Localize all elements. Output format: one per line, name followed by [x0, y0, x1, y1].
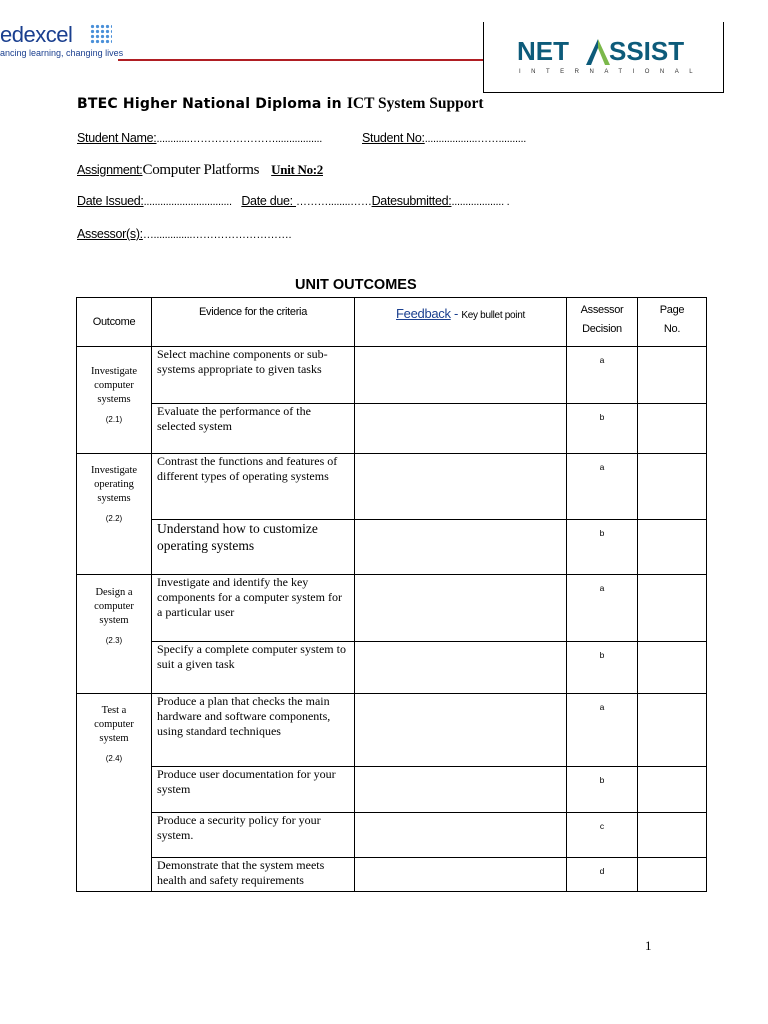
evidence-cell: Specify a complete computer system to suit a given task: [152, 642, 355, 694]
netassist-logo: [517, 36, 704, 76]
outcome-line: Investigate: [90, 465, 138, 476]
header-evidence: Evidence for the criteria: [152, 298, 355, 347]
student-name-field: ............…………………….................: [156, 133, 323, 145]
netassist-subtitle: INTERNATIONAL: [519, 69, 704, 75]
table-row: [77, 694, 707, 767]
evidence-cell: Produce a plan that checks the main hardware and software components, using standard techniques: [152, 694, 355, 767]
date-submitted-field: ................... .: [451, 196, 510, 208]
outcome-line: systems: [97, 394, 131, 405]
page-no-cell[interactable]: [638, 520, 707, 575]
feedback-cell[interactable]: [355, 347, 567, 404]
header-feedback: [355, 298, 567, 347]
edexcel-dot-grid-icon: [90, 24, 112, 44]
document-title: [77, 95, 484, 113]
assignment-value: Computer Platforms: [142, 162, 260, 178]
student-no-field: ...................……..........: [424, 133, 527, 145]
header-decision: Decision: [582, 323, 622, 335]
page-no-cell[interactable]: [638, 347, 707, 404]
outcome-line: Design a: [95, 587, 133, 598]
assignment-line: [77, 162, 323, 179]
header-assessor-decision: [567, 298, 638, 347]
assessor-decision-cell: a: [567, 694, 638, 767]
unit-number: Unit No:2: [271, 162, 323, 177]
page-no-cell[interactable]: [638, 454, 707, 520]
outcome-cell: [77, 694, 152, 892]
assessor-decision-cell: b: [567, 642, 638, 694]
student-no-label: Student No:: [362, 131, 425, 145]
section-title: UNIT OUTCOMES: [295, 277, 417, 293]
table-row: [77, 404, 707, 454]
outcome-line: computer: [94, 719, 134, 730]
assessor-decision-cell: d: [567, 858, 638, 892]
assessor-decision-cell: b: [567, 520, 638, 575]
assessor-decision-cell: b: [567, 404, 638, 454]
page-no-cell[interactable]: [638, 575, 707, 642]
table-row: [77, 813, 707, 858]
assignment-label: Assignment:: [77, 163, 143, 177]
page-no-cell[interactable]: [638, 858, 707, 892]
table-header-row: [77, 298, 707, 347]
dates-line: [77, 194, 509, 208]
netassist-word-right: SSIST: [609, 36, 685, 66]
student-no-line: [362, 131, 526, 145]
evidence-cell: Produce user documentation for your system: [152, 767, 355, 813]
title-programme: ICT System Support: [346, 95, 484, 112]
table-row: [77, 520, 707, 575]
evidence-cell: Understand how to customize operating systems: [152, 520, 355, 575]
edexcel-tagline: ancing learning, changing lives: [0, 48, 124, 58]
page-no-cell[interactable]: [638, 642, 707, 694]
evidence-cell: Contrast the functions and features of different types of operating systems: [152, 454, 355, 520]
student-name-line: [77, 131, 322, 145]
header-assessor: Assessor: [580, 304, 624, 316]
outcome-cell: [77, 454, 152, 575]
assessor-decision-cell: b: [567, 767, 638, 813]
header-no: No.: [663, 323, 681, 335]
date-due-field: ………........……: [296, 196, 372, 208]
table-row: [77, 454, 707, 520]
edexcel-wordmark: edexcel: [0, 22, 73, 47]
assessor-line: [77, 227, 291, 241]
table-row: [77, 858, 707, 892]
outcome-cell: [77, 575, 152, 694]
header-feedback-separator: -: [450, 306, 462, 321]
student-name-label: Student Name:: [77, 131, 157, 145]
table-row: [77, 575, 707, 642]
title-qualification: BTEC Higher National Diploma in: [77, 96, 347, 112]
feedback-cell[interactable]: [355, 767, 567, 813]
header-page-no: [638, 298, 707, 347]
assessor-label: Assessor(s):: [77, 227, 143, 241]
outcome-line: system: [99, 733, 129, 744]
date-submitted-label: Datesubmitted:: [371, 194, 452, 208]
outcome-number: (2.3): [105, 636, 123, 645]
evidence-cell: Evaluate the performance of the selected system: [152, 404, 355, 454]
page-no-cell[interactable]: [638, 694, 707, 767]
feedback-cell[interactable]: [355, 454, 567, 520]
date-issued-field: ................................: [143, 196, 232, 208]
header-outcome: Outcome: [77, 298, 152, 347]
feedback-cell[interactable]: [355, 520, 567, 575]
outcome-line: computer: [94, 601, 134, 612]
header-page: Page: [659, 304, 685, 316]
outcome-line: Test a: [101, 705, 127, 716]
evidence-cell: Produce a security policy for your system.: [152, 813, 355, 858]
outcome-line: systems: [97, 493, 131, 504]
assessor-field: …..............……………………….: [142, 229, 292, 241]
outcome-number: (2.1): [105, 415, 123, 424]
date-issued-label: Date Issued:: [77, 194, 144, 208]
outcome-cell: [77, 347, 152, 454]
evidence-cell: Investigate and identify the key components for a computer system for a particular user: [152, 575, 355, 642]
assessor-decision-cell: a: [567, 575, 638, 642]
netassist-word-left: NET: [517, 36, 569, 66]
evidence-cell: Demonstrate that the system meets health and safety requirements: [152, 858, 355, 892]
evidence-cell: Select machine components or sub-systems appropriate to given tasks: [152, 347, 355, 404]
outcome-line: operating: [94, 479, 134, 490]
table-row: [77, 767, 707, 813]
table-row: [77, 347, 707, 404]
outcome-line: computer: [94, 380, 134, 391]
assessor-decision-cell: a: [567, 347, 638, 404]
feedback-cell[interactable]: [355, 858, 567, 892]
netassist-triangle-icon: [585, 38, 611, 66]
page-no-cell[interactable]: [638, 813, 707, 858]
outcome-number: (2.2): [105, 514, 123, 523]
edexcel-logo: [0, 22, 180, 62]
outcome-line: system: [99, 615, 129, 626]
feedback-cell[interactable]: [355, 404, 567, 454]
assessor-decision-cell: a: [567, 454, 638, 520]
page-no-cell[interactable]: [638, 767, 707, 813]
unit-outcomes-table: [76, 297, 707, 892]
page-no-cell[interactable]: [638, 404, 707, 454]
outcome-number: (2.4): [105, 754, 123, 763]
table-row: [77, 642, 707, 694]
assessor-decision-cell: c: [567, 813, 638, 858]
feedback-cell[interactable]: [355, 642, 567, 694]
feedback-cell[interactable]: [355, 575, 567, 642]
outcome-line: Investigate: [90, 366, 138, 377]
header-feedback-note: Key bullet point: [461, 310, 525, 321]
header-feedback-label: Feedback: [396, 306, 451, 321]
page-number: 1: [645, 938, 652, 953]
feedback-cell[interactable]: [355, 694, 567, 767]
feedback-cell[interactable]: [355, 813, 567, 858]
header-red-rule: [118, 59, 484, 61]
date-due-label: Date due:: [241, 194, 297, 208]
